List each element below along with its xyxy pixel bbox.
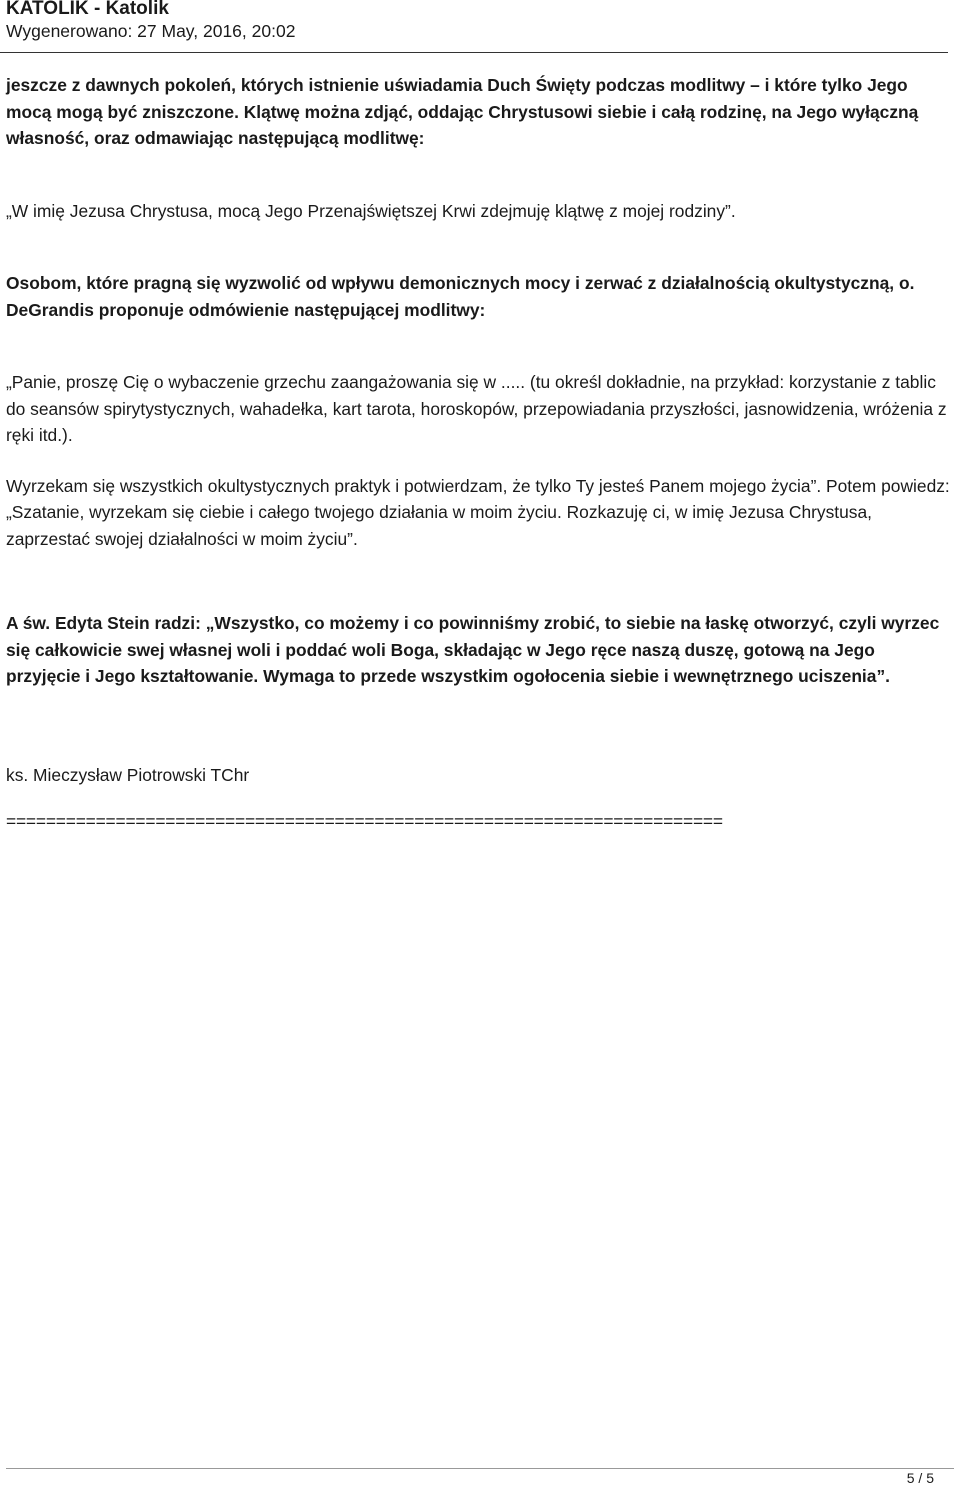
paragraph-renunciation-prayer: Wyrzekam się wszystkich okultystycznych praktyk i potwierdzam, że tylko Ty jesteś Panem mojego życia”. Potem powiedz: „Szatanie, wyrzekam się ciebie i całego twojego działania w moim życiu. Rozkazuję ci, w imię Jezusa Chrystusa, zaprzestać swojej działalności w moim życiu”.: [6, 475, 950, 549]
document-header: [6, 0, 954, 43]
paragraph-curse-intro: jeszcze z dawnych pokoleń, których istnienie uświadamia Duch Święty podczas modlitwy – i które tylko Jego mocą mogą być zniszczone. Klątwę można zdjąć, oddając Chrystusowi siebie i całą rodzinę, na Jego wyłączną własność, oraz odmawiając następującą modlitwę:: [6, 75, 919, 148]
paragraph-occult-intro: Osobom, które pragną się wyzwolić od wpływu demonicznych mocy i zerwać z działalnością okultystyczną, o. DeGrandis proponuje odmówienie następującej modlitwy:: [6, 273, 915, 320]
document-body: [6, 72, 950, 835]
paragraph-forgiveness-prayer: „Panie, proszę Cię o wybaczenie grzechu zaangażowania się w ..... (tu określ dokładnie, na przykład: korzystanie z tablic do seansów spirytystycznych, wahadełka, kart tarota, horoskopów, przepowiadania przyszłości, jasnowidzenia, wróżenia z ręki itd.).: [6, 372, 947, 445]
paragraph-curse-prayer: „W imię Jezusa Chrystusa, mocą Jego Przenajświętszej Krwi zdejmuję klątwę z mojej rodziny”.: [6, 200, 736, 221]
paragraph-edith-stein-quote: A św. Edyta Stein radzi: „Wszystko, co możemy i co powinniśmy zrobić, to siebie na łaskę otworzyć, czyli wyrzec się całkowicie swej własnej woli i poddać woli Boga, składając w Jego ręce naszą duszę, gotową na Jego przyjęcie i Jego kształtowanie. Wymaga to przede wszystkim ogołocenia siebie i wewnętrznego uciszenia”.: [6, 613, 940, 686]
footer-divider: [6, 1468, 954, 1469]
header-divider: [0, 52, 948, 53]
separator-line: ========================================================================: [6, 811, 723, 831]
page-number: 5 / 5: [906, 1470, 934, 1486]
header-generated-date: Wygenerowano: 27 May, 2016, 20:02: [6, 21, 296, 41]
header-title: KATOLIK - Katolik: [6, 0, 169, 19]
author-signature: ks. Mieczysław Piotrowski TChr: [6, 764, 250, 785]
